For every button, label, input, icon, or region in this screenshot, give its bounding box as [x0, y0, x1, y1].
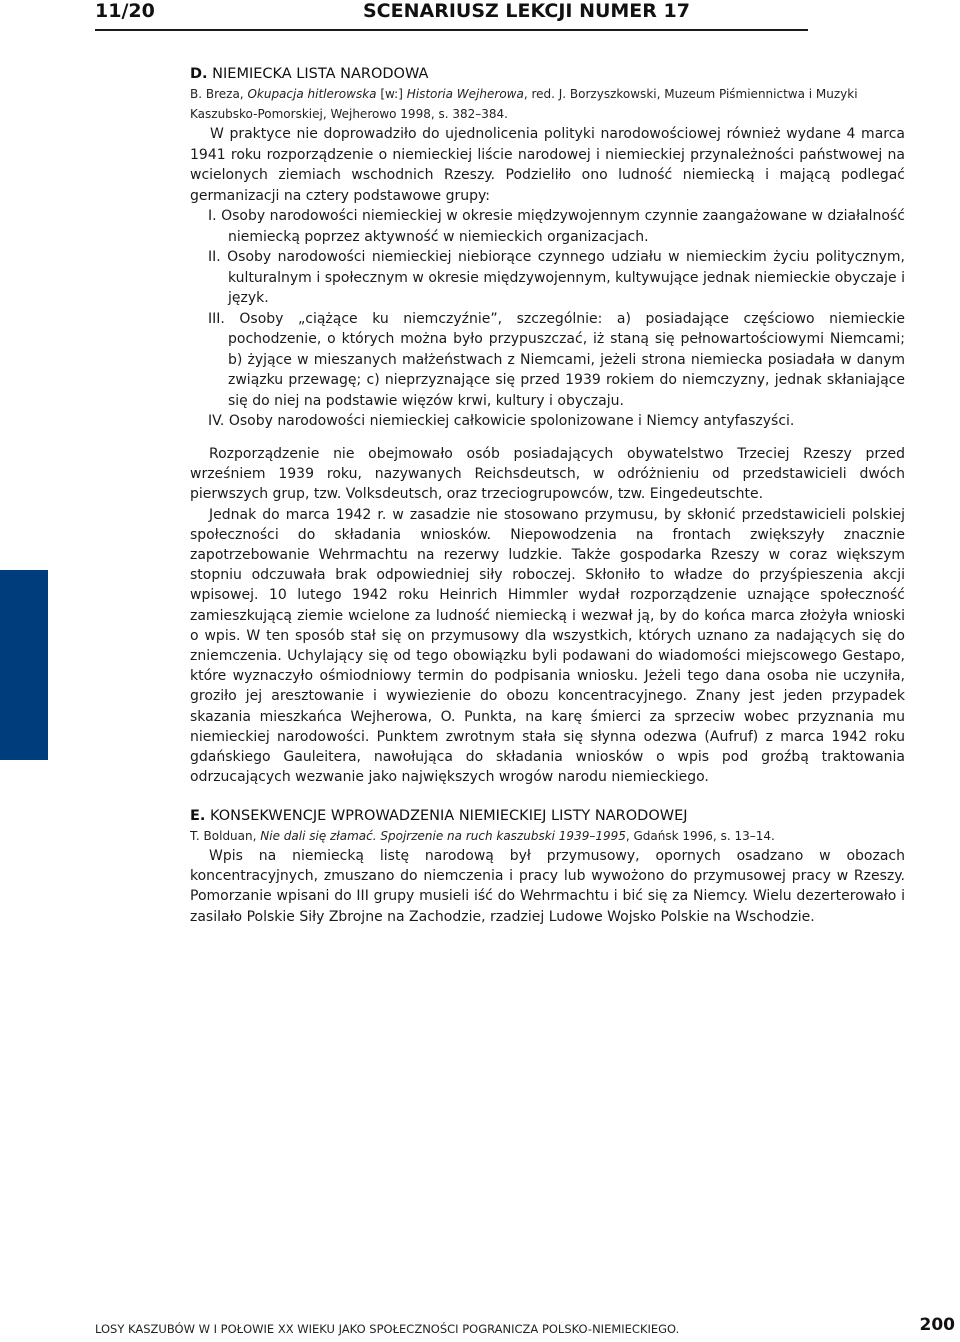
group-text: Osoby narodowości niemieckiej niebiorące czynnego udziału w niemieckim życiu politycznym, kulturalnym i społecznym w okresie międzywojennym, kultywujące jednak niemieckie obyczaje i język. — [227, 249, 906, 306]
page-number: 200 — [919, 1315, 955, 1335]
section-d-body — [190, 444, 905, 787]
header-divider — [95, 29, 808, 31]
section-e-letter: E. — [190, 808, 206, 824]
source-rest: , red. J. Borzyszkowski, Muzeum Piśmiennictwa i Muzyki Kaszubsko-Pomorskiej, Wejherowo 1998, s. 382–384. — [190, 87, 858, 121]
section-d-title: NIEMIECKA LISTA NARODOWA — [212, 66, 429, 82]
source-title: Okupacja hitlerowska — [247, 87, 377, 101]
source-author: T. Bolduan, — [190, 829, 261, 843]
section-d-source — [190, 84, 905, 124]
section-d-intro: W praktyce nie doprowadziło do ujednolicenia polityki narodowościowej również wydane 4 marca 1941 roku rozporządzenie o niemieckiej liście narodowej i niemieckiej przynależności państwowej na wcielonych ziemiach wschodnich Rzeszy. Podzieliło ono ludność niemiecką i mającą podlegać germanizacji na cztery podstawowe grupy: — [190, 126, 905, 204]
group-item — [190, 411, 905, 432]
page-header — [95, 0, 815, 22]
group-item — [190, 206, 905, 247]
scenario-title: SCENARIUSZ LEKCJI NUMER 17 — [363, 0, 690, 22]
page-footer — [95, 1315, 955, 1342]
section-e-source — [190, 826, 905, 846]
group-item — [190, 247, 905, 309]
group-number: III. — [208, 310, 225, 327]
source-in: [w:] — [376, 87, 407, 101]
page-counter: 11/20 — [95, 0, 155, 22]
group-number: IV. — [208, 413, 225, 429]
group-number: II. — [208, 249, 221, 265]
section-e — [190, 806, 905, 927]
source-title: Nie dali się złamać. Spojrzenie na ruch kaszubski 1939–1995 — [260, 829, 626, 843]
group-text: Osoby narodowości niemieckiej całkowicie spolonizowane i Niemcy antyfaszyści. — [228, 413, 795, 429]
footer-text: LOSY KASZUBÓW W I POŁOWIE XX WIEKU JAKO SPOŁECZNOŚCI POGRANICZA POLSKO-NIEMIECKIEGO. — [95, 1322, 680, 1336]
section-e-title: KONSEKWENCJE WPROWADZENIA NIEMIECKIEJ LISTY NARODOWEJ — [210, 808, 688, 824]
section-e-heading — [190, 806, 905, 826]
group-text: Osoby narodowości niemieckiej w okresie międzywojennym czynnie zaangażowane w działalność niemiecką poprzez aktywność w niemieckich organizacjach. — [221, 208, 905, 245]
group-number: I. — [208, 208, 217, 224]
group-text: Osoby „ciążące ku niemczyźnie”, szczególnie: a) posiadające częściowo niemieckie pochodzenie, o których można było przypuszczać, iż staną się pełnowartościowymi Niemcami; b) żyjące w mieszanych małżeństwach z Niemcami, jeżeli strona niemiecka posiadała w danym związku przewagę; c) nieprzyznające się przed 1939 rokiem do niemczyzny, jednak skłaniające się do niej na podstawie więzów krwi, kultury i obyczaju. — [228, 310, 905, 409]
source-author: B. Breza, — [190, 87, 248, 101]
group-item — [190, 309, 905, 412]
section-d-letter: D. — [190, 66, 208, 82]
body-paragraph: Jednak do marca 1942 r. w zasadzie nie stosowano przymusu, by skłonić przedstawicieli polskiej społeczności do składania wniosków. Niepowodzenia na frontach zwiększyły znacznie zapotrzebowanie Wehrmachtu na rezerwy ludzkie. Także gospodarka Rzeszy w coraz większym stopniu odczuwała brak odpowiedniej siły roboczej. Skłoniło to władze do przyśpieszenia akcji wpisowej. 10 lutego 1942 roku Heinrich Himmler wydał rozporządzenie uznające społeczność zamieszkującą ziemie wcielone za ludność niemiecką i wezwał ją, by do końca marca złożyła wnioski o wpis. W ten sposób stał się on przymusowy dla wszystkich, których uznano za nadających się do zniemczenia. Uchylający się od tego obowiązku byli podawani do wiadomości miejscowego Gestapo, które wyznaczyło ośmiodniowy termin do podpisania wniosku. Jeżeli tego dana osoba nie uczyniła, groziło jej aresztowanie i wywiezienie do obozu koncentracyjnego. Znany jest jeden przypadek skazania mieszkańca Wejherowa, O. Punkta, na karę śmierci za sprzeciw wobec przyznania mu niemieckiej narodowości. Punktem zwrotnym stała się słynna odezwa (Aufruf) z marca 1942 roku gdańskiego Gauleitera, nawołująca do składania wniosków o wpis pod groźbą traktowania odrzucających wezwanie jako największych wrogów narodu niemieckiego. — [190, 506, 905, 786]
source-rest: , Gdańsk 1996, s. 13–14. — [625, 829, 775, 843]
body-paragraph: Wpis na niemiecką listę narodową był przymusowy, opornych osadzano w obozach koncentracyjnych, zmuszano do niemczenia i pracy lub wywożono do przymusowej pracy w Rzeszy. Pomorzanie wpisani do III grupy musieli iść do Wehrmachtu i bić się za Niemcy. Wielu dezerterowało i zasilało Polskie Siły Zbrojne na Zachodzie, rzadziej Ludowe Wojsko Polskie na Wschodzie. — [190, 848, 905, 925]
body-paragraph: Rozporządzenie nie obejmowało osób posiadających obywatelstwo Trzeciej Rzeszy przed wrześniem 1939 roku, nazywanych Reichsdeutsch, w odróżnieniu od przedstawicieli dwóch pierwszych grup, tzw. Volksdeutsch, oraz trzeciogrupowców, tzw. Eingedeutschte. — [190, 446, 905, 503]
source-book: Historia Wejherowa — [406, 87, 524, 101]
section-d — [190, 64, 905, 432]
side-accent-bar — [0, 570, 48, 760]
section-d-heading — [190, 64, 905, 84]
